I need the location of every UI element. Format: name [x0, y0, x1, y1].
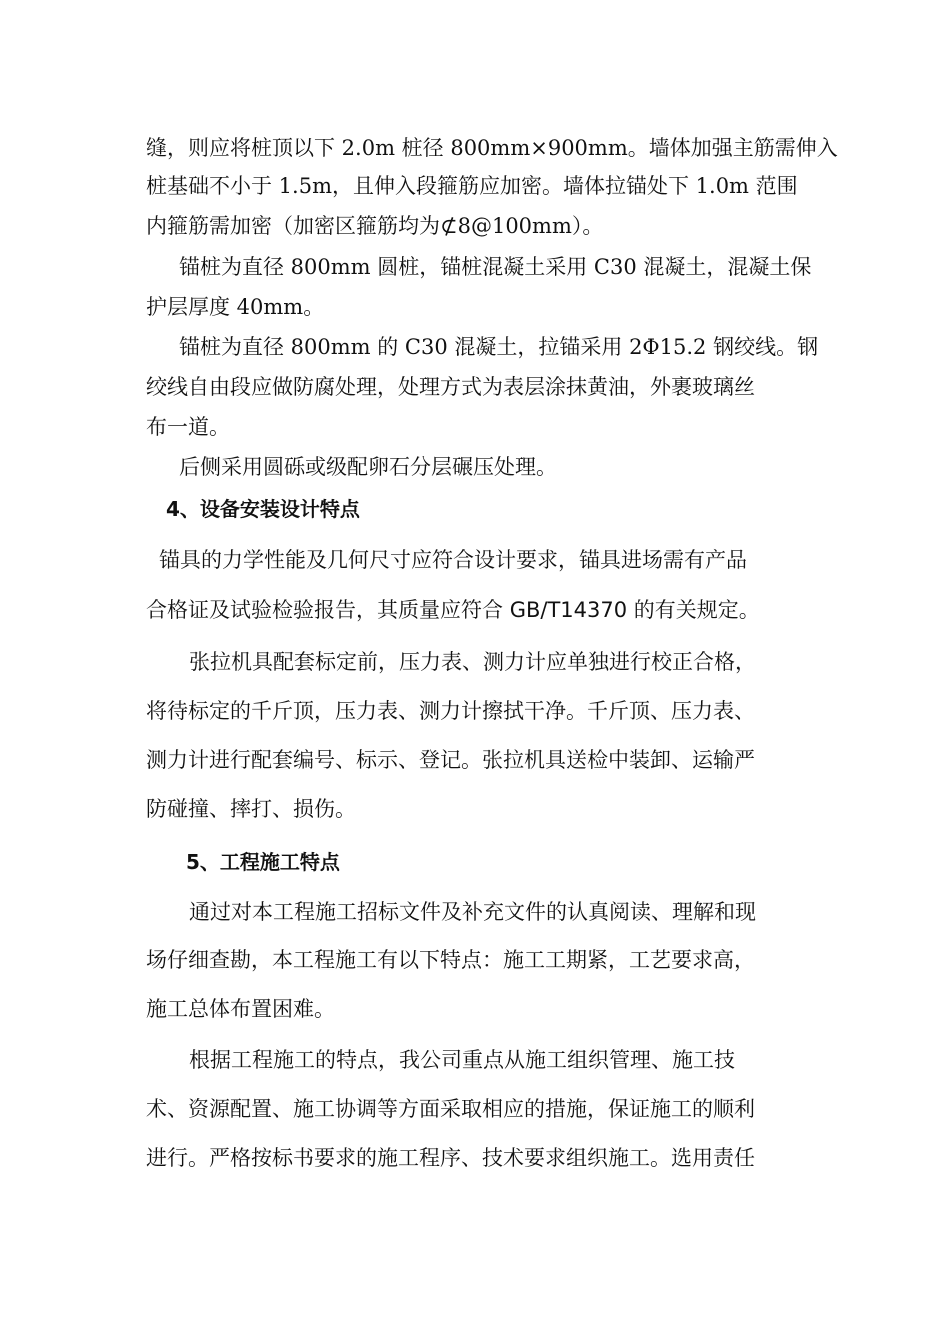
paragraph-line: 锚具的力学性能及几何尺寸应符合设计要求，锚具进场需有产品 — [159, 548, 747, 572]
paragraph-line: 防碰撞、摔打、损伤。 — [146, 797, 356, 821]
paragraph-line: 锚桩为直径 800mm 的 C30 混凝土，拉锚采用 2Φ15.2 钢绞线。钢 — [179, 335, 819, 359]
paragraph-line: 锚桩为直径 800mm 圆桩，锚桩混凝土采用 C30 混凝土，混凝土保 — [179, 255, 812, 279]
paragraph-line: 进行。严格按标书要求的施工程序、技术要求组织施工。选用责任 — [146, 1146, 755, 1170]
paragraph-line: 术、资源配置、施工协调等方面采取相应的措施，保证施工的顺利 — [146, 1097, 755, 1121]
paragraph-line: 场仔细查勘，本工程施工有以下特点：施工工期紧，工艺要求高， — [146, 948, 755, 972]
text-fragment: 合格证及试验检验报告，其质量应符合 — [146, 598, 510, 622]
paragraph-line: 缝，则应将桩顶以下 2.0m 桩径 800mm×900mm。墙体加强主筋需伸入 — [146, 136, 838, 160]
paragraph-line: 桩基础不小于 1.5m，且伸入段箍筋应加密。墙体拉锚处下 1.0m 范围 — [146, 174, 798, 198]
paragraph-line: 通过对本工程施工招标文件及补充文件的认真阅读、理解和现 — [189, 900, 756, 924]
text-fragment: 的有关规定。 — [627, 598, 760, 622]
paragraph-line: 内箍筋需加密（加密区箍筋均为⊄8@100mm）。 — [146, 214, 604, 238]
paragraph-line: 护层厚度 40mm。 — [146, 295, 325, 319]
standard-code: GB/T14370 — [509, 598, 628, 622]
section-heading: 5、工程施工特点 — [186, 850, 340, 874]
paragraph-line: 测力计进行配套编号、标示、登记。张拉机具送检中装卸、运输严 — [146, 748, 755, 772]
paragraph-line: 施工总体布置困难。 — [146, 997, 335, 1021]
section-heading: 4、设备安装设计特点 — [166, 497, 360, 521]
paragraph-line: 根据工程施工的特点，我公司重点从施工组织管理、施工技 — [189, 1048, 735, 1072]
paragraph-line — [146, 596, 760, 624]
paragraph-line: 张拉机具配套标定前，压力表、测力计应单独进行校正合格， — [189, 650, 756, 674]
paragraph-line: 将待标定的千斤顶，压力表、测力计擦拭干净。千斤顶、压力表、 — [146, 699, 755, 723]
paragraph-line: 后侧采用圆砾或级配卵石分层碾压处理。 — [179, 455, 557, 479]
paragraph-line: 布一道。 — [146, 415, 230, 439]
paragraph-line: 绞线自由段应做防腐处理，处理方式为表层涂抹黄油，外裹玻璃丝 — [146, 375, 755, 399]
